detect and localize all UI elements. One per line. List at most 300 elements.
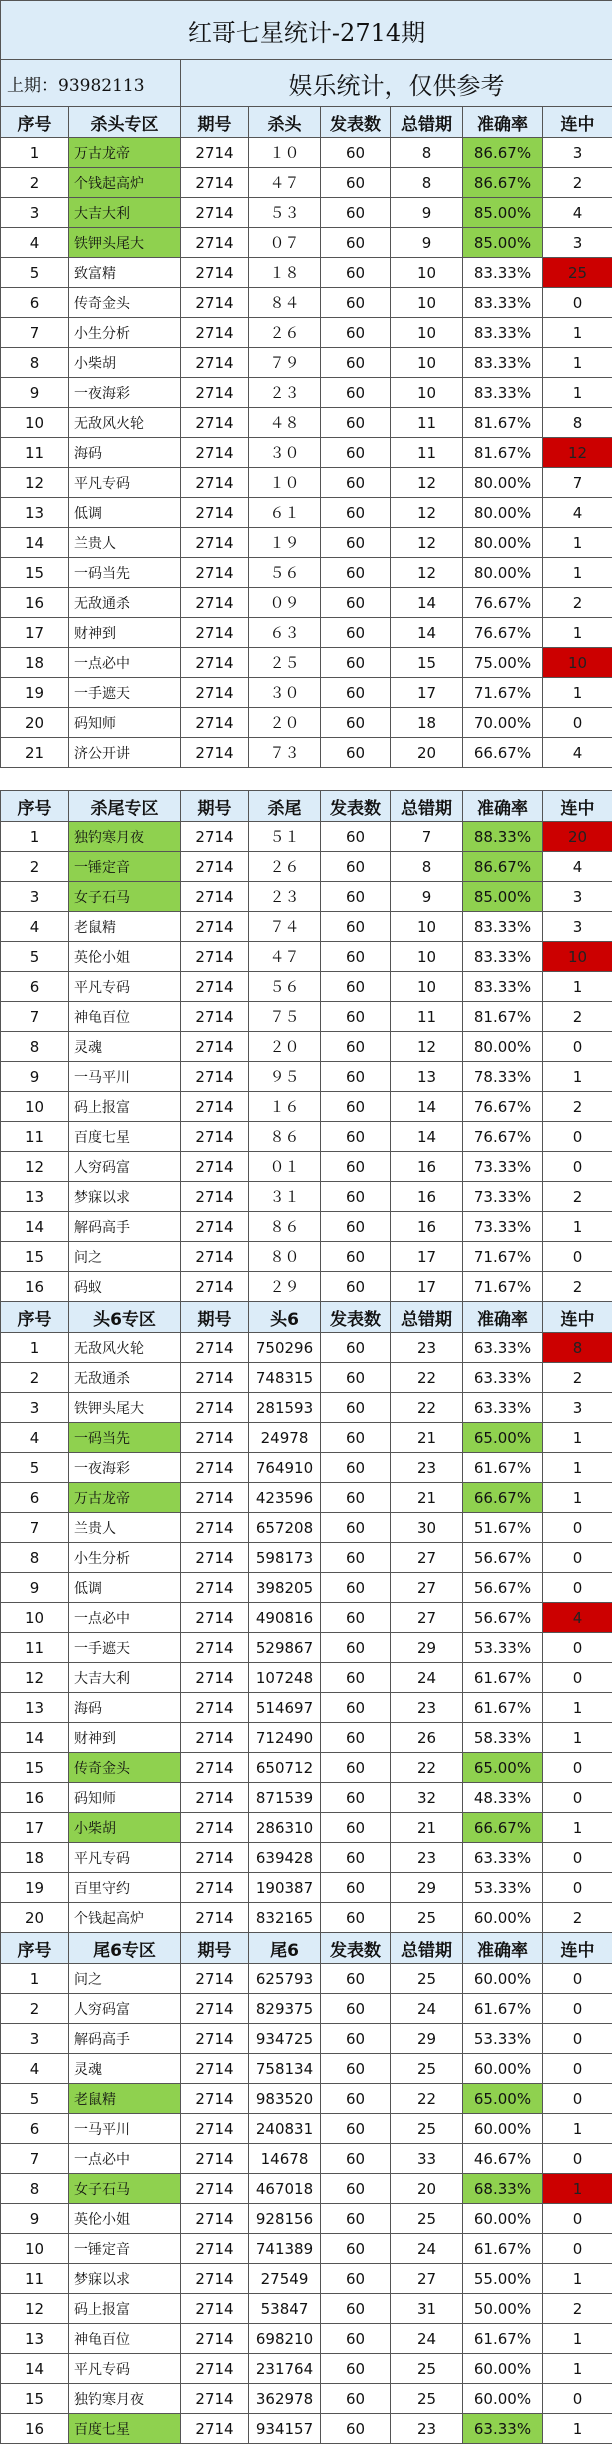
issue-number-cell: 2714	[181, 2024, 249, 2054]
row-number-cell: 20	[1, 708, 69, 738]
issue-number-cell: 2714	[181, 1813, 249, 1843]
row-number-cell: 3	[1, 882, 69, 912]
table-row	[1, 588, 612, 618]
expert-name-cell: 女子石马	[69, 882, 181, 912]
streak-count-cell: 1	[543, 2354, 612, 2384]
accuracy-rate-cell: 61.67%	[463, 1663, 543, 1693]
post-count-cell: 60	[321, 318, 391, 348]
table-row	[1, 1483, 612, 1513]
row-number-cell: 7	[1, 1002, 69, 1032]
expert-name-cell: 独钓寒月夜	[69, 822, 181, 852]
table-row	[1, 318, 612, 348]
row-number-cell: 6	[1, 2114, 69, 2144]
table-row	[1, 648, 612, 678]
column-header-accuracy-rate: 准确率	[463, 1302, 543, 1333]
expert-name-cell: 大吉大利	[69, 1663, 181, 1693]
table-row	[1, 912, 612, 942]
table-row	[1, 2204, 612, 2234]
row-number-cell: 1	[1, 822, 69, 852]
accuracy-rate-cell: 80.00%	[463, 558, 543, 588]
pick-value-cell: 832165	[249, 1903, 321, 1933]
post-count-cell: 60	[321, 2234, 391, 2264]
issue-number-cell: 2714	[181, 852, 249, 882]
post-count-cell: 60	[321, 2174, 391, 2204]
streak-count-cell: 2	[543, 1002, 612, 1032]
pick-value-cell: 748315	[249, 1363, 321, 1393]
post-count-cell: 60	[321, 2294, 391, 2324]
post-count-cell: 60	[321, 1573, 391, 1603]
column-header-streak-count: 连中	[543, 1933, 612, 1964]
pick-value-cell: ２３	[249, 378, 321, 408]
pick-value-cell: 514697	[249, 1693, 321, 1723]
accuracy-rate-cell: 60.00%	[463, 2054, 543, 2084]
issue-number-cell: 2714	[181, 1994, 249, 2024]
row-number-cell: 19	[1, 1873, 69, 1903]
streak-count-cell: 1	[543, 1483, 612, 1513]
error-count-cell: 17	[391, 678, 463, 708]
column-header-post-count: 发表数	[321, 791, 391, 822]
pick-value-cell: 281593	[249, 1393, 321, 1423]
row-number-cell: 2	[1, 1994, 69, 2024]
issue-number-cell: 2714	[181, 1873, 249, 1903]
error-count-cell: 29	[391, 1633, 463, 1663]
issue-number-cell: 2714	[181, 588, 249, 618]
table-row	[1, 1032, 612, 1062]
expert-name-cell: 神龟百位	[69, 2324, 181, 2354]
pick-value-cell: 934157	[249, 2414, 321, 2444]
streak-count-cell: 25	[543, 258, 612, 288]
expert-name-cell: 个钱起高炉	[69, 168, 181, 198]
row-number-cell: 15	[1, 1242, 69, 1272]
column-header-row-number: 序号	[1, 107, 69, 138]
post-count-cell: 60	[321, 1543, 391, 1573]
expert-name-cell: 码知师	[69, 1783, 181, 1813]
streak-count-cell: 20	[543, 822, 612, 852]
accuracy-rate-cell: 53.33%	[463, 1633, 543, 1663]
expert-name-cell: 独钓寒月夜	[69, 2384, 181, 2414]
row-number-cell: 10	[1, 2234, 69, 2264]
issue-number-cell: 2714	[181, 2144, 249, 2174]
error-count-cell: 7	[391, 822, 463, 852]
column-header-error-count: 总错期	[391, 791, 463, 822]
issue-number-cell: 2714	[181, 528, 249, 558]
table-row	[1, 2354, 612, 2384]
pick-value-cell: 829375	[249, 1994, 321, 2024]
pick-value-cell: 423596	[249, 1483, 321, 1513]
row-number-cell: 6	[1, 972, 69, 1002]
streak-count-cell: 1	[543, 618, 612, 648]
streak-count-cell: 10	[543, 648, 612, 678]
post-count-cell: 60	[321, 198, 391, 228]
row-number-cell: 19	[1, 678, 69, 708]
expert-name-cell: 人穷码富	[69, 1152, 181, 1182]
issue-number-cell: 2714	[181, 378, 249, 408]
table-row	[1, 1843, 612, 1873]
streak-count-cell: 3	[543, 912, 612, 942]
expert-name-cell: 无敌风火轮	[69, 1333, 181, 1363]
issue-number-cell: 2714	[181, 408, 249, 438]
row-number-cell: 14	[1, 1723, 69, 1753]
issue-number-cell: 2714	[181, 348, 249, 378]
accuracy-rate-cell: 83.33%	[463, 912, 543, 942]
pick-value-cell: １６	[249, 1092, 321, 1122]
error-count-cell: 23	[391, 2414, 463, 2444]
row-number-cell: 8	[1, 2174, 69, 2204]
row-number-cell: 6	[1, 1483, 69, 1513]
table-row	[1, 822, 612, 852]
expert-name-cell: 问之	[69, 1964, 181, 1994]
row-number-cell: 5	[1, 1453, 69, 1483]
row-number-cell: 11	[1, 1122, 69, 1152]
table-row	[1, 708, 612, 738]
accuracy-rate-cell: 81.67%	[463, 438, 543, 468]
error-count-cell: 21	[391, 1423, 463, 1453]
issue-number-cell: 2714	[181, 438, 249, 468]
post-count-cell: 60	[321, 1603, 391, 1633]
expert-name-cell: 兰贵人	[69, 1513, 181, 1543]
row-number-cell: 15	[1, 1753, 69, 1783]
pick-value-cell: 24978	[249, 1423, 321, 1453]
pick-value-cell: ０１	[249, 1152, 321, 1182]
accuracy-rate-cell: 76.67%	[463, 1092, 543, 1122]
table-row	[1, 198, 612, 228]
table-row	[1, 2324, 612, 2354]
issue-number-cell: 2714	[181, 138, 249, 168]
streak-count-cell: 0	[543, 288, 612, 318]
table-row	[1, 2174, 612, 2204]
post-count-cell: 60	[321, 1483, 391, 1513]
issue-number-cell: 2714	[181, 1964, 249, 1994]
error-count-cell: 10	[391, 912, 463, 942]
pick-value-cell: 625793	[249, 1964, 321, 1994]
row-number-cell: 13	[1, 498, 69, 528]
issue-number-cell: 2714	[181, 1423, 249, 1453]
accuracy-rate-cell: 78.33%	[463, 1062, 543, 1092]
expert-name-cell: 平凡专码	[69, 972, 181, 1002]
issue-number-cell: 2714	[181, 1363, 249, 1393]
column-header-issue-number: 期号	[181, 1302, 249, 1333]
section-header-row	[1, 107, 612, 138]
sheet-title: 红哥七星统计-2714期	[1, 1, 612, 60]
issue-number-cell: 2714	[181, 1092, 249, 1122]
table-row	[1, 1152, 612, 1182]
post-count-cell: 60	[321, 498, 391, 528]
pick-value-cell: ８６	[249, 1122, 321, 1152]
streak-count-cell: 2	[543, 1363, 612, 1393]
expert-name-cell: 小柴胡	[69, 1813, 181, 1843]
error-count-cell: 25	[391, 1964, 463, 1994]
post-count-cell: 60	[321, 1783, 391, 1813]
error-count-cell: 22	[391, 2084, 463, 2114]
pick-value-cell: 231764	[249, 2354, 321, 2384]
row-number-cell: 8	[1, 1543, 69, 1573]
pick-value-cell: 53847	[249, 2294, 321, 2324]
table-row	[1, 228, 612, 258]
table-row	[1, 1212, 612, 1242]
post-count-cell: 60	[321, 2324, 391, 2354]
error-count-cell: 23	[391, 1333, 463, 1363]
post-count-cell: 60	[321, 618, 391, 648]
expert-name-cell: 无敌通杀	[69, 1363, 181, 1393]
row-number-cell: 5	[1, 942, 69, 972]
pick-value-cell: ２９	[249, 1272, 321, 1302]
post-count-cell: 60	[321, 1873, 391, 1903]
streak-count-cell: 1	[543, 2414, 612, 2444]
issue-number-cell: 2714	[181, 228, 249, 258]
expert-name-cell: 老鼠精	[69, 912, 181, 942]
error-count-cell: 31	[391, 2294, 463, 2324]
error-count-cell: 21	[391, 1813, 463, 1843]
issue-number-cell: 2714	[181, 1543, 249, 1573]
error-count-cell: 11	[391, 438, 463, 468]
error-count-cell: 27	[391, 1543, 463, 1573]
error-count-cell: 25	[391, 2054, 463, 2084]
streak-count-cell: 0	[543, 1873, 612, 1903]
pick-value-cell: 871539	[249, 1783, 321, 1813]
column-header-expert-name: 杀尾专区	[69, 791, 181, 822]
error-count-cell: 17	[391, 1242, 463, 1272]
accuracy-rate-cell: 86.67%	[463, 852, 543, 882]
error-count-cell: 32	[391, 1783, 463, 1813]
table-row	[1, 408, 612, 438]
post-count-cell: 60	[321, 1964, 391, 1994]
issue-number-cell: 2714	[181, 1032, 249, 1062]
row-number-cell: 12	[1, 2294, 69, 2324]
pick-value-cell: 286310	[249, 1813, 321, 1843]
table-row	[1, 1092, 612, 1122]
error-count-cell: 29	[391, 1873, 463, 1903]
error-count-cell: 14	[391, 618, 463, 648]
streak-count-cell: 1	[543, 1693, 612, 1723]
table-row	[1, 138, 612, 168]
column-header-row-number: 序号	[1, 1933, 69, 1964]
pick-value-cell: ５６	[249, 972, 321, 1002]
expert-name-cell: 一锤定音	[69, 852, 181, 882]
accuracy-rate-cell: 83.33%	[463, 258, 543, 288]
streak-count-cell: 0	[543, 1843, 612, 1873]
row-number-cell: 14	[1, 1212, 69, 1242]
pick-value-cell: ７５	[249, 1002, 321, 1032]
streak-count-cell: 0	[543, 1994, 612, 2024]
post-count-cell: 60	[321, 1333, 391, 1363]
issue-number-cell: 2714	[181, 1453, 249, 1483]
row-number-cell: 18	[1, 1843, 69, 1873]
pick-value-cell: １８	[249, 258, 321, 288]
expert-name-cell: 海码	[69, 438, 181, 468]
issue-number-cell: 2714	[181, 1182, 249, 1212]
expert-name-cell: 一点必中	[69, 648, 181, 678]
expert-name-cell: 码知师	[69, 708, 181, 738]
issue-number-cell: 2714	[181, 2294, 249, 2324]
pick-value-cell: ２５	[249, 648, 321, 678]
pick-value-cell: ４８	[249, 408, 321, 438]
expert-name-cell: 一码当先	[69, 558, 181, 588]
pick-value-cell: ４７	[249, 168, 321, 198]
table-row	[1, 2384, 612, 2414]
expert-name-cell: 码蚁	[69, 1272, 181, 1302]
row-number-cell: 5	[1, 2084, 69, 2114]
error-count-cell: 11	[391, 1002, 463, 1032]
post-count-cell: 60	[321, 528, 391, 558]
expert-name-cell: 一手遮天	[69, 1633, 181, 1663]
expert-name-cell: 问之	[69, 1242, 181, 1272]
streak-count-cell: 1	[543, 348, 612, 378]
streak-count-cell: 1	[543, 1813, 612, 1843]
table-row	[1, 1994, 612, 2024]
error-count-cell: 25	[391, 2114, 463, 2144]
expert-name-cell: 个钱起高炉	[69, 1903, 181, 1933]
column-header-pick-value: 杀头	[249, 107, 321, 138]
section-header-row	[1, 1933, 612, 1964]
column-header-error-count: 总错期	[391, 1302, 463, 1333]
error-count-cell: 16	[391, 1152, 463, 1182]
accuracy-rate-cell: 83.33%	[463, 972, 543, 1002]
streak-count-cell: 3	[543, 138, 612, 168]
issue-number-cell: 2714	[181, 1783, 249, 1813]
post-count-cell: 60	[321, 2114, 391, 2144]
accuracy-rate-cell: 76.67%	[463, 588, 543, 618]
post-count-cell: 60	[321, 1152, 391, 1182]
error-count-cell: 13	[391, 1062, 463, 1092]
pick-value-cell: ２３	[249, 882, 321, 912]
error-count-cell: 20	[391, 738, 463, 768]
row-number-cell: 15	[1, 2384, 69, 2414]
post-count-cell: 60	[321, 1843, 391, 1873]
row-number-cell: 12	[1, 468, 69, 498]
accuracy-rate-cell: 85.00%	[463, 198, 543, 228]
accuracy-rate-cell: 76.67%	[463, 1122, 543, 1152]
pick-value-cell: 650712	[249, 1753, 321, 1783]
expert-name-cell: 财神到	[69, 1723, 181, 1753]
issue-number-cell: 2714	[181, 288, 249, 318]
post-count-cell: 60	[321, 1994, 391, 2024]
expert-name-cell: 梦寐以求	[69, 1182, 181, 1212]
streak-count-cell: 0	[543, 708, 612, 738]
accuracy-rate-cell: 85.00%	[463, 882, 543, 912]
title-row	[1, 1, 612, 60]
error-count-cell: 25	[391, 2384, 463, 2414]
row-number-cell: 16	[1, 2414, 69, 2444]
post-count-cell: 60	[321, 1212, 391, 1242]
issue-number-cell: 2714	[181, 1483, 249, 1513]
accuracy-rate-cell: 85.00%	[463, 228, 543, 258]
error-count-cell: 27	[391, 1573, 463, 1603]
issue-number-cell: 2714	[181, 1152, 249, 1182]
pick-value-cell: ７４	[249, 912, 321, 942]
pick-value-cell: ２０	[249, 1032, 321, 1062]
accuracy-rate-cell: 56.67%	[463, 1573, 543, 1603]
streak-count-cell: 0	[543, 2204, 612, 2234]
streak-count-cell: 1	[543, 2174, 612, 2204]
expert-name-cell: 万古龙帝	[69, 138, 181, 168]
table-row	[1, 1663, 612, 1693]
post-count-cell: 60	[321, 942, 391, 972]
accuracy-rate-cell: 63.33%	[463, 1393, 543, 1423]
streak-count-cell: 0	[543, 1152, 612, 1182]
streak-count-cell: 1	[543, 558, 612, 588]
streak-count-cell: 12	[543, 438, 612, 468]
post-count-cell: 60	[321, 2204, 391, 2234]
row-number-cell: 4	[1, 228, 69, 258]
post-count-cell: 60	[321, 2354, 391, 2384]
accuracy-rate-cell: 71.67%	[463, 1242, 543, 1272]
accuracy-rate-cell: 61.67%	[463, 2234, 543, 2264]
table-row	[1, 1543, 612, 1573]
streak-count-cell: 2	[543, 1182, 612, 1212]
row-number-cell: 12	[1, 1152, 69, 1182]
issue-number-cell: 2714	[181, 1843, 249, 1873]
post-count-cell: 60	[321, 1002, 391, 1032]
table-row	[1, 738, 612, 768]
post-count-cell: 60	[321, 708, 391, 738]
table-row	[1, 972, 612, 1002]
table-row	[1, 1242, 612, 1272]
issue-number-cell: 2714	[181, 1633, 249, 1663]
issue-number-cell: 2714	[181, 1903, 249, 1933]
expert-name-cell: 梦寐以求	[69, 2264, 181, 2294]
post-count-cell: 60	[321, 288, 391, 318]
expert-name-cell: 海码	[69, 1693, 181, 1723]
accuracy-rate-cell: 75.00%	[463, 648, 543, 678]
post-count-cell: 60	[321, 1723, 391, 1753]
streak-count-cell: 2	[543, 1092, 612, 1122]
expert-name-cell: 码上报富	[69, 2294, 181, 2324]
table-row	[1, 1693, 612, 1723]
row-number-cell: 4	[1, 912, 69, 942]
expert-name-cell: 万古龙帝	[69, 1483, 181, 1513]
post-count-cell: 60	[321, 228, 391, 258]
row-number-cell: 9	[1, 2204, 69, 2234]
row-number-cell: 1	[1, 1964, 69, 1994]
table-row	[1, 258, 612, 288]
column-header-expert-name: 头6专区	[69, 1302, 181, 1333]
table-row	[1, 1753, 612, 1783]
expert-name-cell: 小生分析	[69, 318, 181, 348]
table-row	[1, 1122, 612, 1152]
error-count-cell: 10	[391, 318, 463, 348]
table-row	[1, 1272, 612, 1302]
issue-number-cell: 2714	[181, 648, 249, 678]
streak-count-cell: 0	[543, 1633, 612, 1663]
issue-number-cell: 2714	[181, 738, 249, 768]
row-number-cell: 4	[1, 2054, 69, 2084]
issue-number-cell: 2714	[181, 678, 249, 708]
post-count-cell: 60	[321, 912, 391, 942]
pick-value-cell: ８６	[249, 1212, 321, 1242]
issue-number-cell: 2714	[181, 1212, 249, 1242]
pick-value-cell: ２６	[249, 318, 321, 348]
issue-number-cell: 2714	[181, 2354, 249, 2384]
period-row	[1, 60, 612, 107]
expert-name-cell: 一马平川	[69, 2114, 181, 2144]
column-header-issue-number: 期号	[181, 791, 249, 822]
error-count-cell: 23	[391, 1843, 463, 1873]
issue-number-cell: 2714	[181, 708, 249, 738]
pick-value-cell: 928156	[249, 2204, 321, 2234]
pick-value-cell: ３１	[249, 1182, 321, 1212]
issue-number-cell: 2714	[181, 2174, 249, 2204]
error-count-cell: 17	[391, 1272, 463, 1302]
issue-number-cell: 2714	[181, 1272, 249, 1302]
expert-name-cell: 济公开讲	[69, 738, 181, 768]
post-count-cell: 60	[321, 558, 391, 588]
post-count-cell: 60	[321, 1062, 391, 1092]
table-row	[1, 2054, 612, 2084]
row-number-cell: 8	[1, 1032, 69, 1062]
column-header-pick-value: 头6	[249, 1302, 321, 1333]
accuracy-rate-cell: 50.00%	[463, 2294, 543, 2324]
table-row	[1, 1182, 612, 1212]
